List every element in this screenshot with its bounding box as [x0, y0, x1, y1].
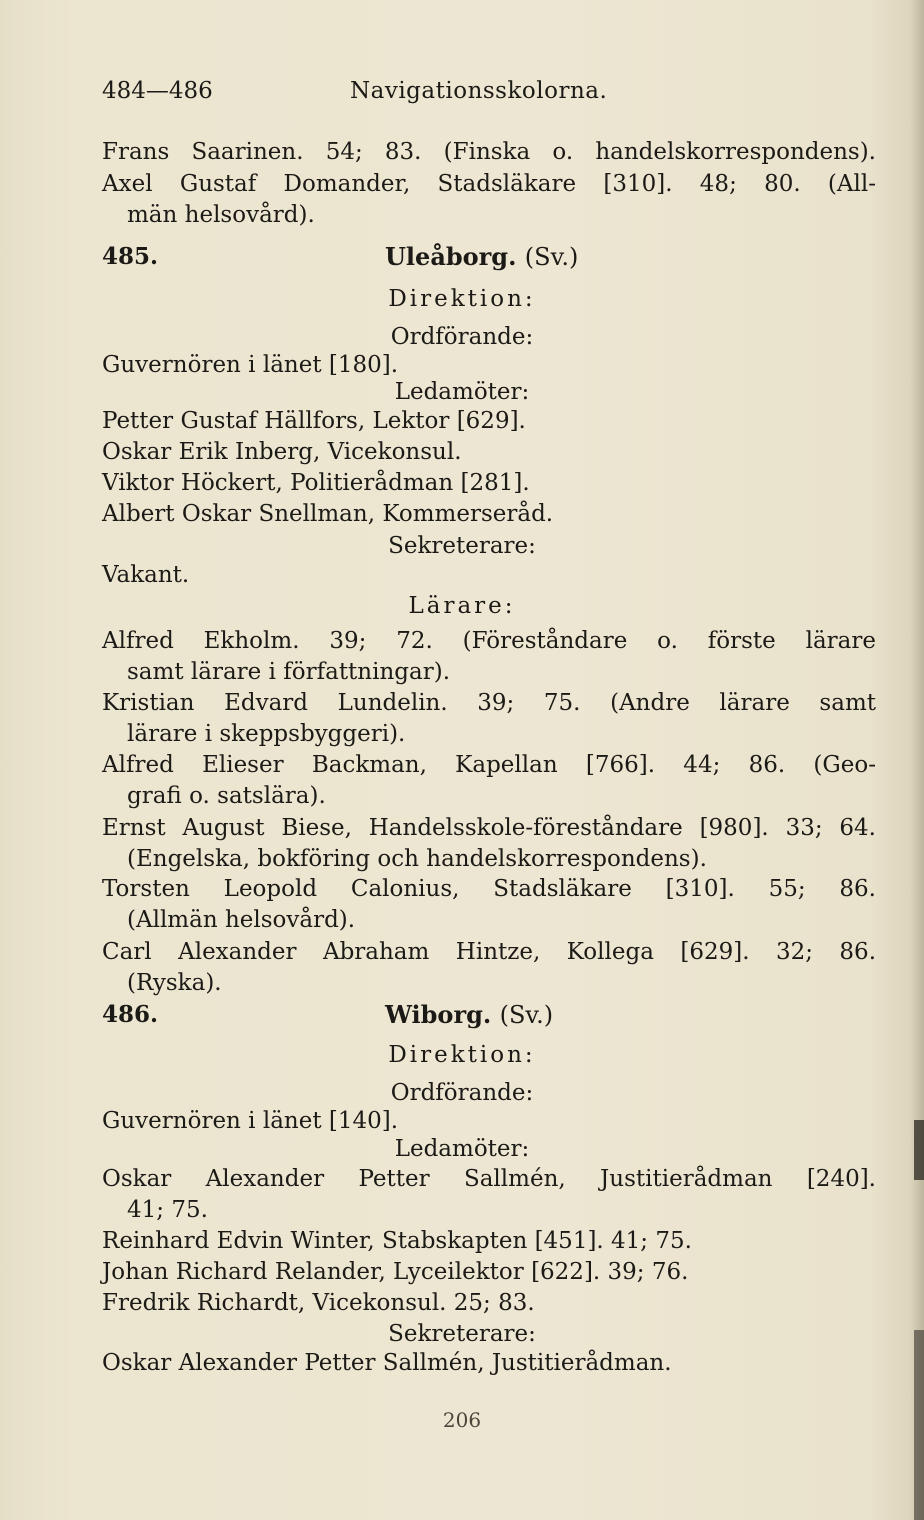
- larare-entry-line: (Allmän helsovård).: [127, 907, 356, 933]
- entry-line: män helsovård).: [127, 202, 315, 228]
- city-region: (Sv.): [524, 243, 579, 271]
- running-title: Navigationsskolorna.: [350, 78, 608, 104]
- ordforande-entry: Guvernören i länet [140].: [102, 1108, 399, 1134]
- direktion-heading: Direktion:: [388, 286, 536, 312]
- ledamot-entry: Oskar Erik Inberg, Vicekonsul.: [102, 439, 462, 465]
- sekreterare-heading: Sekreterare:: [388, 1321, 536, 1347]
- city-region: (Sv.): [499, 1001, 554, 1029]
- ordforande-entry: Guvernören i länet [180].: [102, 352, 399, 378]
- sekreterare-heading: Sekreterare:: [388, 533, 536, 559]
- section-city: [385, 1000, 553, 1030]
- larare-entry-line: Kristian Edvard Lundelin. 39; 75. (Andre lärare samt: [102, 690, 876, 716]
- entry-line: Frans Saarinen. 54; 83. (Finska o. handelskorrespondens).: [102, 139, 876, 165]
- larare-entry-line: Alfred Elieser Backman, Kapellan [766]. 44; 86. (Geo-: [102, 752, 876, 778]
- sekreterare-entry: Oskar Alexander Petter Sallmén, Justitierådman.: [102, 1350, 672, 1376]
- page-number: 206: [442, 1408, 482, 1432]
- larare-entry-line: samt lärare i författningar).: [127, 659, 450, 685]
- ledamot-entry: Viktor Höckert, Politierådman [281].: [102, 470, 530, 496]
- city-name: Wiborg.: [385, 1000, 492, 1029]
- larare-entry-line: lärare i skeppsbyggeri).: [127, 721, 406, 747]
- larare-entry-line: Carl Alexander Abraham Hintze, Kollega [629]. 32; 86.: [102, 939, 876, 965]
- larare-heading: Lärare:: [408, 593, 516, 619]
- sekreterare-entry: Vakant.: [102, 562, 190, 588]
- ledamot-entry-line: Fredrik Richardt, Vicekonsul. 25; 83.: [102, 1290, 535, 1316]
- larare-entry-line: (Ryska).: [127, 970, 222, 996]
- ordforande-heading: Ordförande:: [390, 1080, 534, 1106]
- ledamoter-heading: Ledamöter:: [394, 379, 530, 405]
- ledamoter-heading: Ledamöter:: [394, 1136, 530, 1162]
- ledamot-entry-line: Reinhard Edvin Winter, Stabskapten [451]. 41; 75.: [102, 1228, 692, 1254]
- ordforande-heading: Ordförande:: [390, 324, 534, 350]
- page-edge-mark: [914, 1330, 924, 1520]
- larare-entry-line: grafi o. satslära).: [127, 783, 326, 809]
- direktion-heading: Direktion:: [388, 1042, 536, 1068]
- page-range: 484—486: [102, 78, 213, 104]
- ledamot-entry-line: Johan Richard Relander, Lyceilektor [622]. 39; 76.: [102, 1259, 689, 1285]
- ledamot-entry-line: Oskar Alexander Petter Sallmén, Justitierådman [240].: [102, 1166, 876, 1192]
- section-number: 485.: [102, 243, 159, 270]
- city-name: Uleåborg.: [385, 242, 517, 271]
- larare-entry-line: Torsten Leopold Calonius, Stadsläkare [310]. 55; 86.: [102, 876, 876, 902]
- larare-entry-line: Ernst August Biese, Handelsskole-föreståndare [980]. 33; 64.: [102, 815, 876, 841]
- ledamot-entry: Albert Oskar Snellman, Kommerseråd.: [102, 501, 554, 527]
- entry-line: Axel Gustaf Domander, Stadsläkare [310]. 48; 80. (All-: [102, 171, 876, 197]
- ledamot-entry-line: 41; 75.: [127, 1197, 208, 1223]
- section-number: 486.: [102, 1001, 159, 1028]
- larare-entry-line: Alfred Ekholm. 39; 72. (Föreståndare o. förste lärare: [102, 628, 876, 654]
- ledamot-entry: Petter Gustaf Hällfors, Lektor [629].: [102, 408, 526, 434]
- page-edge-mark: [914, 1120, 924, 1180]
- larare-entry-line: (Engelska, bokföring och handelskorrespondens).: [127, 846, 707, 872]
- page-edge-shadow: [910, 0, 924, 1520]
- section-city: [385, 242, 578, 272]
